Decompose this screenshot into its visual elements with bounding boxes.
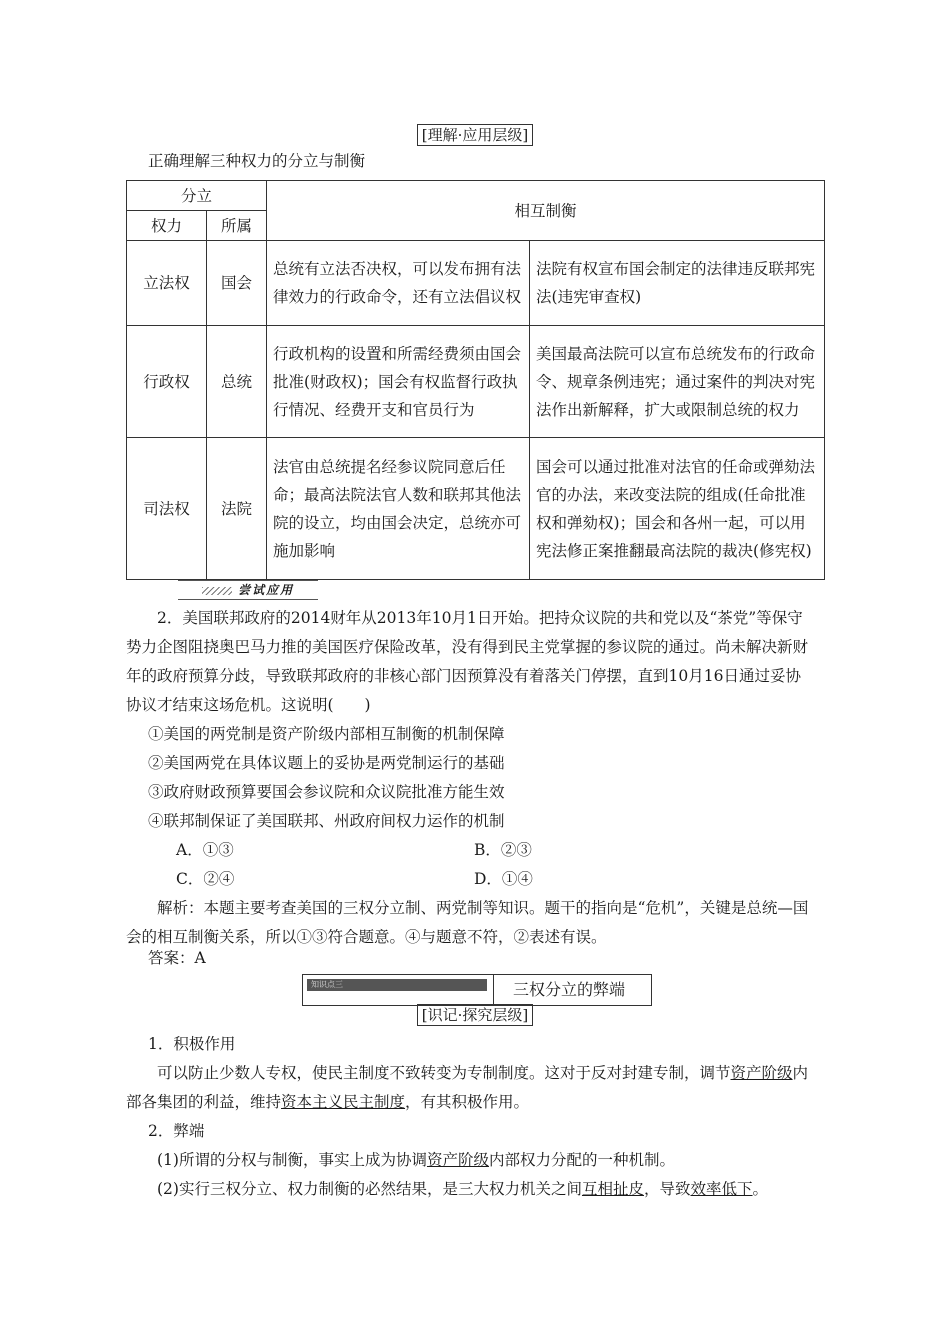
knowledge-point-title: 三权分立的弊端: [513, 980, 626, 999]
table-row: [127, 438, 825, 580]
answer-text: 答案：A: [148, 949, 206, 967]
owner-cell: 法院: [207, 438, 267, 580]
level-tag-text: [识记·探究层级]: [417, 1004, 533, 1026]
text-run: 内部各集团的利益，维持: [126, 1064, 809, 1111]
analysis-text: 解析：本题主要考查美国的三权分立制、两党制等知识。题干的指向是“危机”，关键是总统—国会的相互制衡关系，所以①③符合题意。④与题意不符，②表述有误。: [126, 899, 809, 946]
owner-cell: 国会: [207, 241, 267, 326]
try-apply-label: 尝试应用: [238, 583, 295, 597]
heading-positive-role: 1．积极作用: [148, 1035, 236, 1053]
underlined-term: 互相扯皮: [581, 1180, 644, 1198]
divider: [493, 975, 494, 1005]
table-row: [127, 241, 825, 326]
statement-item: ③政府财政预算要国会参议院和众议院批准方能生效: [148, 783, 505, 801]
header-zhiheng: 相互制衡: [267, 181, 825, 241]
level-tag-memorize-explore: [0, 1004, 950, 1026]
question-stem: 2．美国联邦政府的2014财年从2013年10月1日开始。把持众议院的共和党以及“茶党”等保守势力企图阻挠奥巴马力推的美国医疗保险改革，没有得到民主党掌握的参议院的通过。尚未解决新财年的政府预算分歧，导致联邦政府的非核心部门因预算没有着落关门停摆，直到10月16日通过妥协协议才结束这场危机。这说明( ): [126, 609, 809, 714]
drawback-paragraph-2: [126, 1175, 812, 1204]
option-c: C．②④: [176, 870, 235, 888]
check-cell-2: 国会可以通过批准对法官的任命或弹劾法官的办法，来改变法院的组成(任命批准权和弹劾权)；国会和各州一起，可以用宪法修正案推翻最高法院的裁决(修宪权): [530, 438, 825, 580]
statement-item: ④联邦制保证了美国联邦、州政府间权力运作的机制: [148, 812, 505, 830]
power-cell: 立法权: [127, 241, 207, 326]
try-apply-banner: [178, 580, 318, 600]
underlined-term: 效率低下: [690, 1180, 753, 1198]
check-cell-2: 法院有权宣布国会制定的法律违反联邦宪法(违宪审查权): [530, 241, 825, 326]
knowledge-point-tag: 知识点三: [307, 979, 487, 991]
owner-cell: 总统: [207, 326, 267, 438]
section-subtitle: 正确理解三种权力的分立与制衡: [148, 152, 366, 170]
text-run: (1)所谓的分权与制衡，事实上成为协调: [157, 1151, 427, 1169]
level-tag-understand-apply: [0, 124, 950, 146]
header-suoshu: 所属: [207, 211, 267, 241]
check-cell-1: 行政机构的设置和所需经费须由国会批准(财政权)；国会有权监督行政执行情况、经费开支和官员行为: [267, 326, 530, 438]
hatch-decoration: [202, 587, 232, 595]
option-d: D．①④: [474, 870, 533, 888]
underlined-term: 资产阶级: [426, 1151, 489, 1169]
underlined-term: 资本主义民主制度: [281, 1093, 406, 1111]
heading-drawbacks: 2．弊端: [148, 1122, 205, 1140]
header-quanli: 权力: [127, 211, 207, 241]
positive-role-paragraph: [126, 1059, 812, 1117]
power-cell: 司法权: [127, 438, 207, 580]
text-run: ，导致: [643, 1180, 691, 1198]
text-run: 可以防止少数人专权，使民主制度不致转变为专制制度。这对于反对封建专制，调节: [157, 1064, 731, 1082]
table-row: [127, 326, 825, 438]
text-run: 内部权力分配的一种机制。: [488, 1151, 675, 1169]
underlined-term: 资产阶级: [730, 1064, 793, 1082]
text-run: 。: [752, 1180, 769, 1198]
text-run: (2)实行三权分立、权力制衡的必然结果，是三大权力机关之间: [157, 1180, 582, 1198]
header-fenli: 分立: [127, 181, 267, 211]
statement-item: ①美国的两党制是资产阶级内部相互制衡的机制保障: [148, 725, 505, 743]
knowledge-point-box: [302, 974, 652, 1006]
check-cell-1: 法官由总统提名经参议院同意后任命；最高法院法官人数和联邦其他法院的设立，均由国会决定，总统亦可施加影响: [267, 438, 530, 580]
option-a: A．①③: [176, 841, 234, 859]
level-tag-text: [理解·应用层级]: [417, 124, 533, 146]
power-cell: 行政权: [127, 326, 207, 438]
statement-item: ②美国两党在具体议题上的妥协是两党制运行的基础: [148, 754, 505, 772]
powers-table: [126, 180, 825, 580]
check-cell-1: 总统有立法否决权，可以发布拥有法律效力的行政命令，还有立法倡议权: [267, 241, 530, 326]
text-run: ，有其积极作用。: [405, 1093, 530, 1111]
drawback-paragraph-1: [126, 1146, 812, 1175]
option-b: B．②③: [474, 841, 532, 859]
check-cell-2: 美国最高法院可以宣布总统发布的行政命令、规章条例违宪；通过案件的判决对宪法作出新解释，扩大或限制总统的权力: [530, 326, 825, 438]
